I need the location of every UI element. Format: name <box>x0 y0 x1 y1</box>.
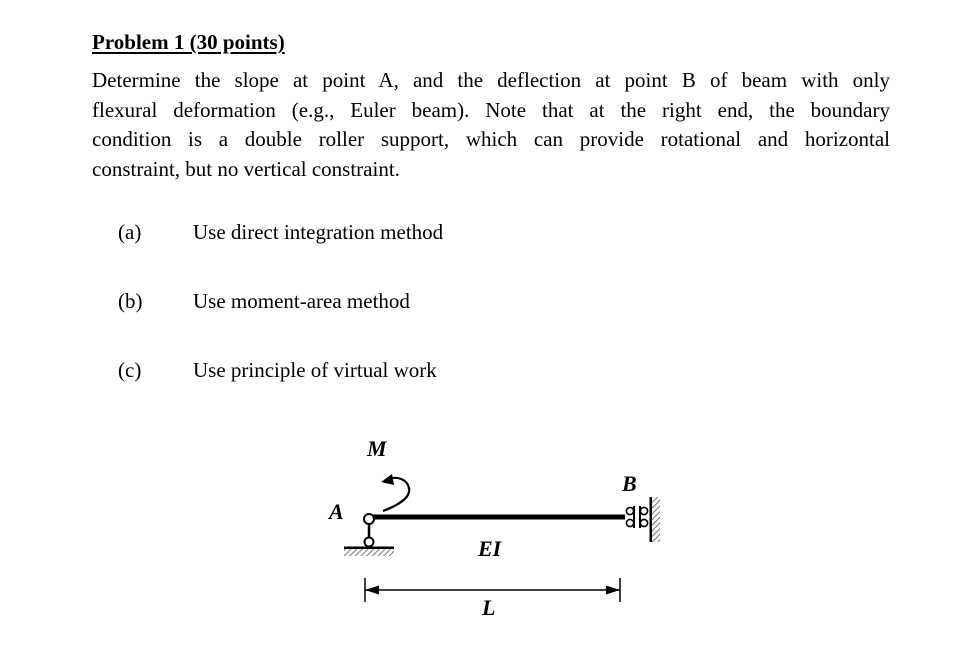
pin-support <box>344 514 394 556</box>
label-point-a: A <box>329 499 344 524</box>
part-marker: (b) <box>118 289 143 313</box>
label-stiffness: EI <box>478 536 502 561</box>
double-roller-support <box>626 497 660 542</box>
statement-line: condition is a double roller support, which can provide rotational and horizontal <box>92 127 890 151</box>
part-text: Use direct integration method <box>193 220 444 244</box>
moment-arrowhead <box>381 474 394 485</box>
statement-line: Determine the slope at point A, and the deflection at point B of beam with only <box>92 68 890 92</box>
statement-line: constraint, but no vertical constraint. <box>92 156 400 181</box>
part-text: Use moment-area method <box>193 289 410 313</box>
part-marker: (c) <box>118 358 142 382</box>
statement-line: flexural deformation (e.g., Euler beam). Note that at the right end, the boundary <box>92 97 890 122</box>
label-moment: M <box>367 436 387 461</box>
problem-title: Problem 1 (30 points) <box>92 30 285 54</box>
part-text: Use principle of virtual work <box>193 358 437 382</box>
label-point-b: B <box>622 471 637 496</box>
label-length: L <box>482 595 496 620</box>
part-marker: (a) <box>118 220 142 244</box>
